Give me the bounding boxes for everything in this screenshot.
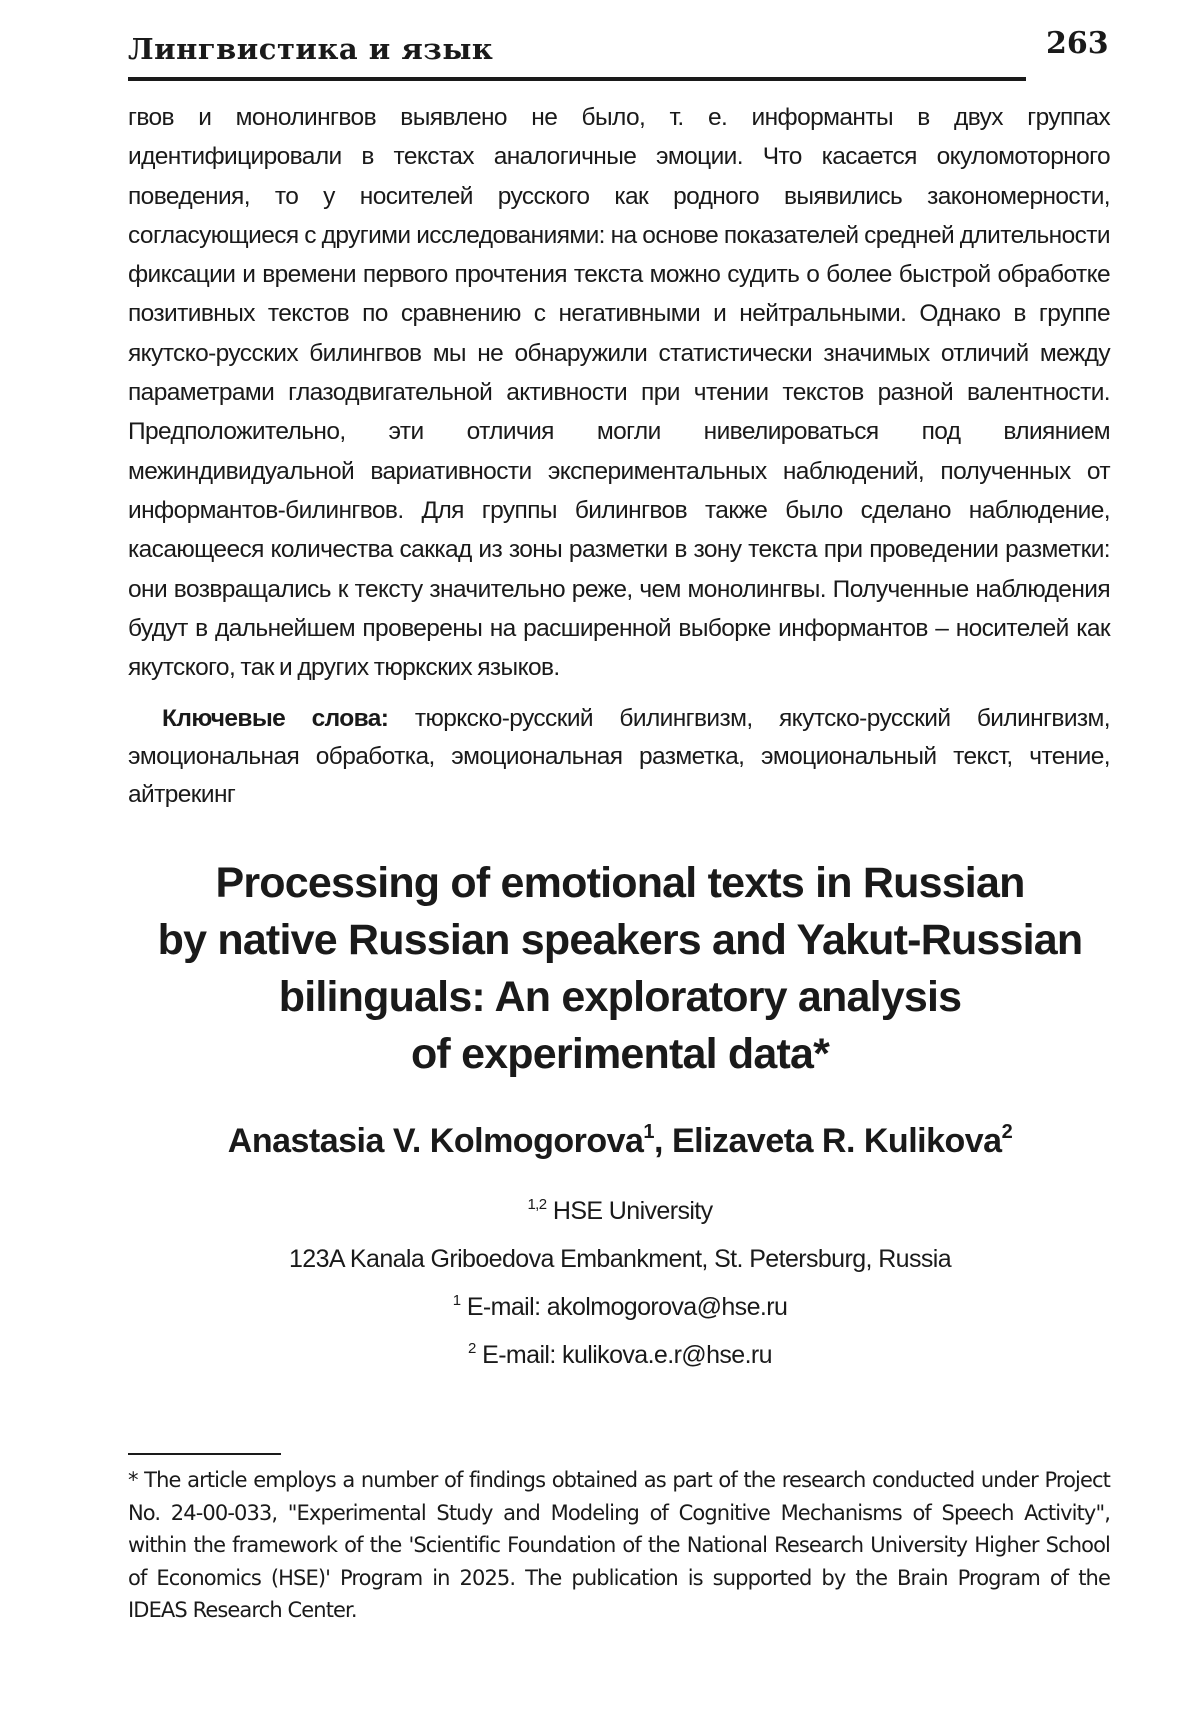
institution-name: HSE University bbox=[552, 1197, 713, 1225]
email-line bbox=[100, 1341, 1140, 1370]
author-separator: , bbox=[654, 1122, 663, 1160]
affiliation-mark: 2 bbox=[468, 1340, 476, 1357]
affiliation-institution bbox=[100, 1197, 1140, 1226]
title-line: by native Russian speakers and Yakut-Russian bbox=[157, 916, 1083, 964]
affiliation-address: 123A Kanala Griboedova Embankment, St. Petersburg, Russia bbox=[288, 1245, 952, 1273]
author-affiliation-mark: 1 bbox=[643, 1121, 655, 1143]
page-number: 263 bbox=[1046, 26, 1109, 61]
title-line: of experimental data* bbox=[410, 1030, 830, 1078]
title-line: Processing of emotional texts in Russian bbox=[215, 859, 1025, 907]
email-address: E-mail: kulikova.e.r@hse.ru bbox=[482, 1341, 772, 1369]
journal-section-title: Лингвистика и язык bbox=[128, 32, 494, 66]
abstract-paragraph: гвов и монолингвов выявлено не было, т. е. информанты в двух группах идентифицировали в текстах аналогичные эмоции. Что касается окуломоторного поведения, то у носителей русского как родного выявились закономерности, согласующиеся с другими исследованиями: на основе показателей средней длительности фиксации и времени первого прочтения текста можно судить о более быстрой обработке позитивных текстов по сравнению с негативными и нейтральными. Однако в группе якутско-русских билингвов мы не обнаружили статистически значимых отличий между параметрами глазодвигательной активности при чтении текстов разной валентности. Предположительно, эти отличия могли нивелироваться под влиянием межиндивидуальной вариативности экспериментальных наблюдений, полученных от информантов-билингвов. Для группы билингвов также было сделано наблюдение, касающееся количества саккад из зоны разметки в зону текста при проведении разметки: они возвращались к тексту значительно реже, чем монолингвы. Полученные наблюдения будут в дальнейшем проверены на расширенной выборке информантов – носителей как якутского, так и других тюркских языков. bbox=[128, 104, 1110, 682]
article-title bbox=[100, 855, 1140, 1083]
keywords bbox=[128, 700, 1110, 814]
keywords-label: Ключевые слова: bbox=[162, 705, 389, 732]
affiliation-mark: 1,2 bbox=[527, 1196, 547, 1213]
author-name: Elizaveta R. Kulikova bbox=[671, 1122, 1002, 1160]
email-line bbox=[100, 1293, 1140, 1322]
footnote-rule bbox=[128, 1453, 281, 1455]
keywords-text: тюркско-русский билингвизм, якутско-русский билингвизм, эмоциональная обработка, эмоциональная разметка, эмоциональный текст, чтение, айтрекинг bbox=[128, 705, 1111, 808]
affiliation-mark: 1 bbox=[452, 1292, 461, 1309]
header-rule bbox=[128, 77, 1026, 81]
email-address: E-mail: akolmogorova@hse.ru bbox=[466, 1293, 788, 1321]
footnote: * The article employs a number of findings obtained as part of the research conducted under Project No. 24-00-033, "Experimental Study and Modeling of Cognitive Mechanisms of Speech Activity", within the framework of the 'Scientific Foundation of the National Research University Higher School of Economics (HSE)' Program in 2025. The publication is supported by the Brain Program of the IDEAS Research Center. bbox=[128, 1468, 1110, 1622]
author-line bbox=[100, 1122, 1140, 1161]
author-affiliation-mark: 2 bbox=[1001, 1121, 1013, 1143]
title-line: bilinguals: An exploratory analysis bbox=[278, 973, 962, 1021]
author-name: Anastasia V. Kolmogorova bbox=[227, 1122, 644, 1160]
running-header bbox=[128, 26, 1109, 78]
